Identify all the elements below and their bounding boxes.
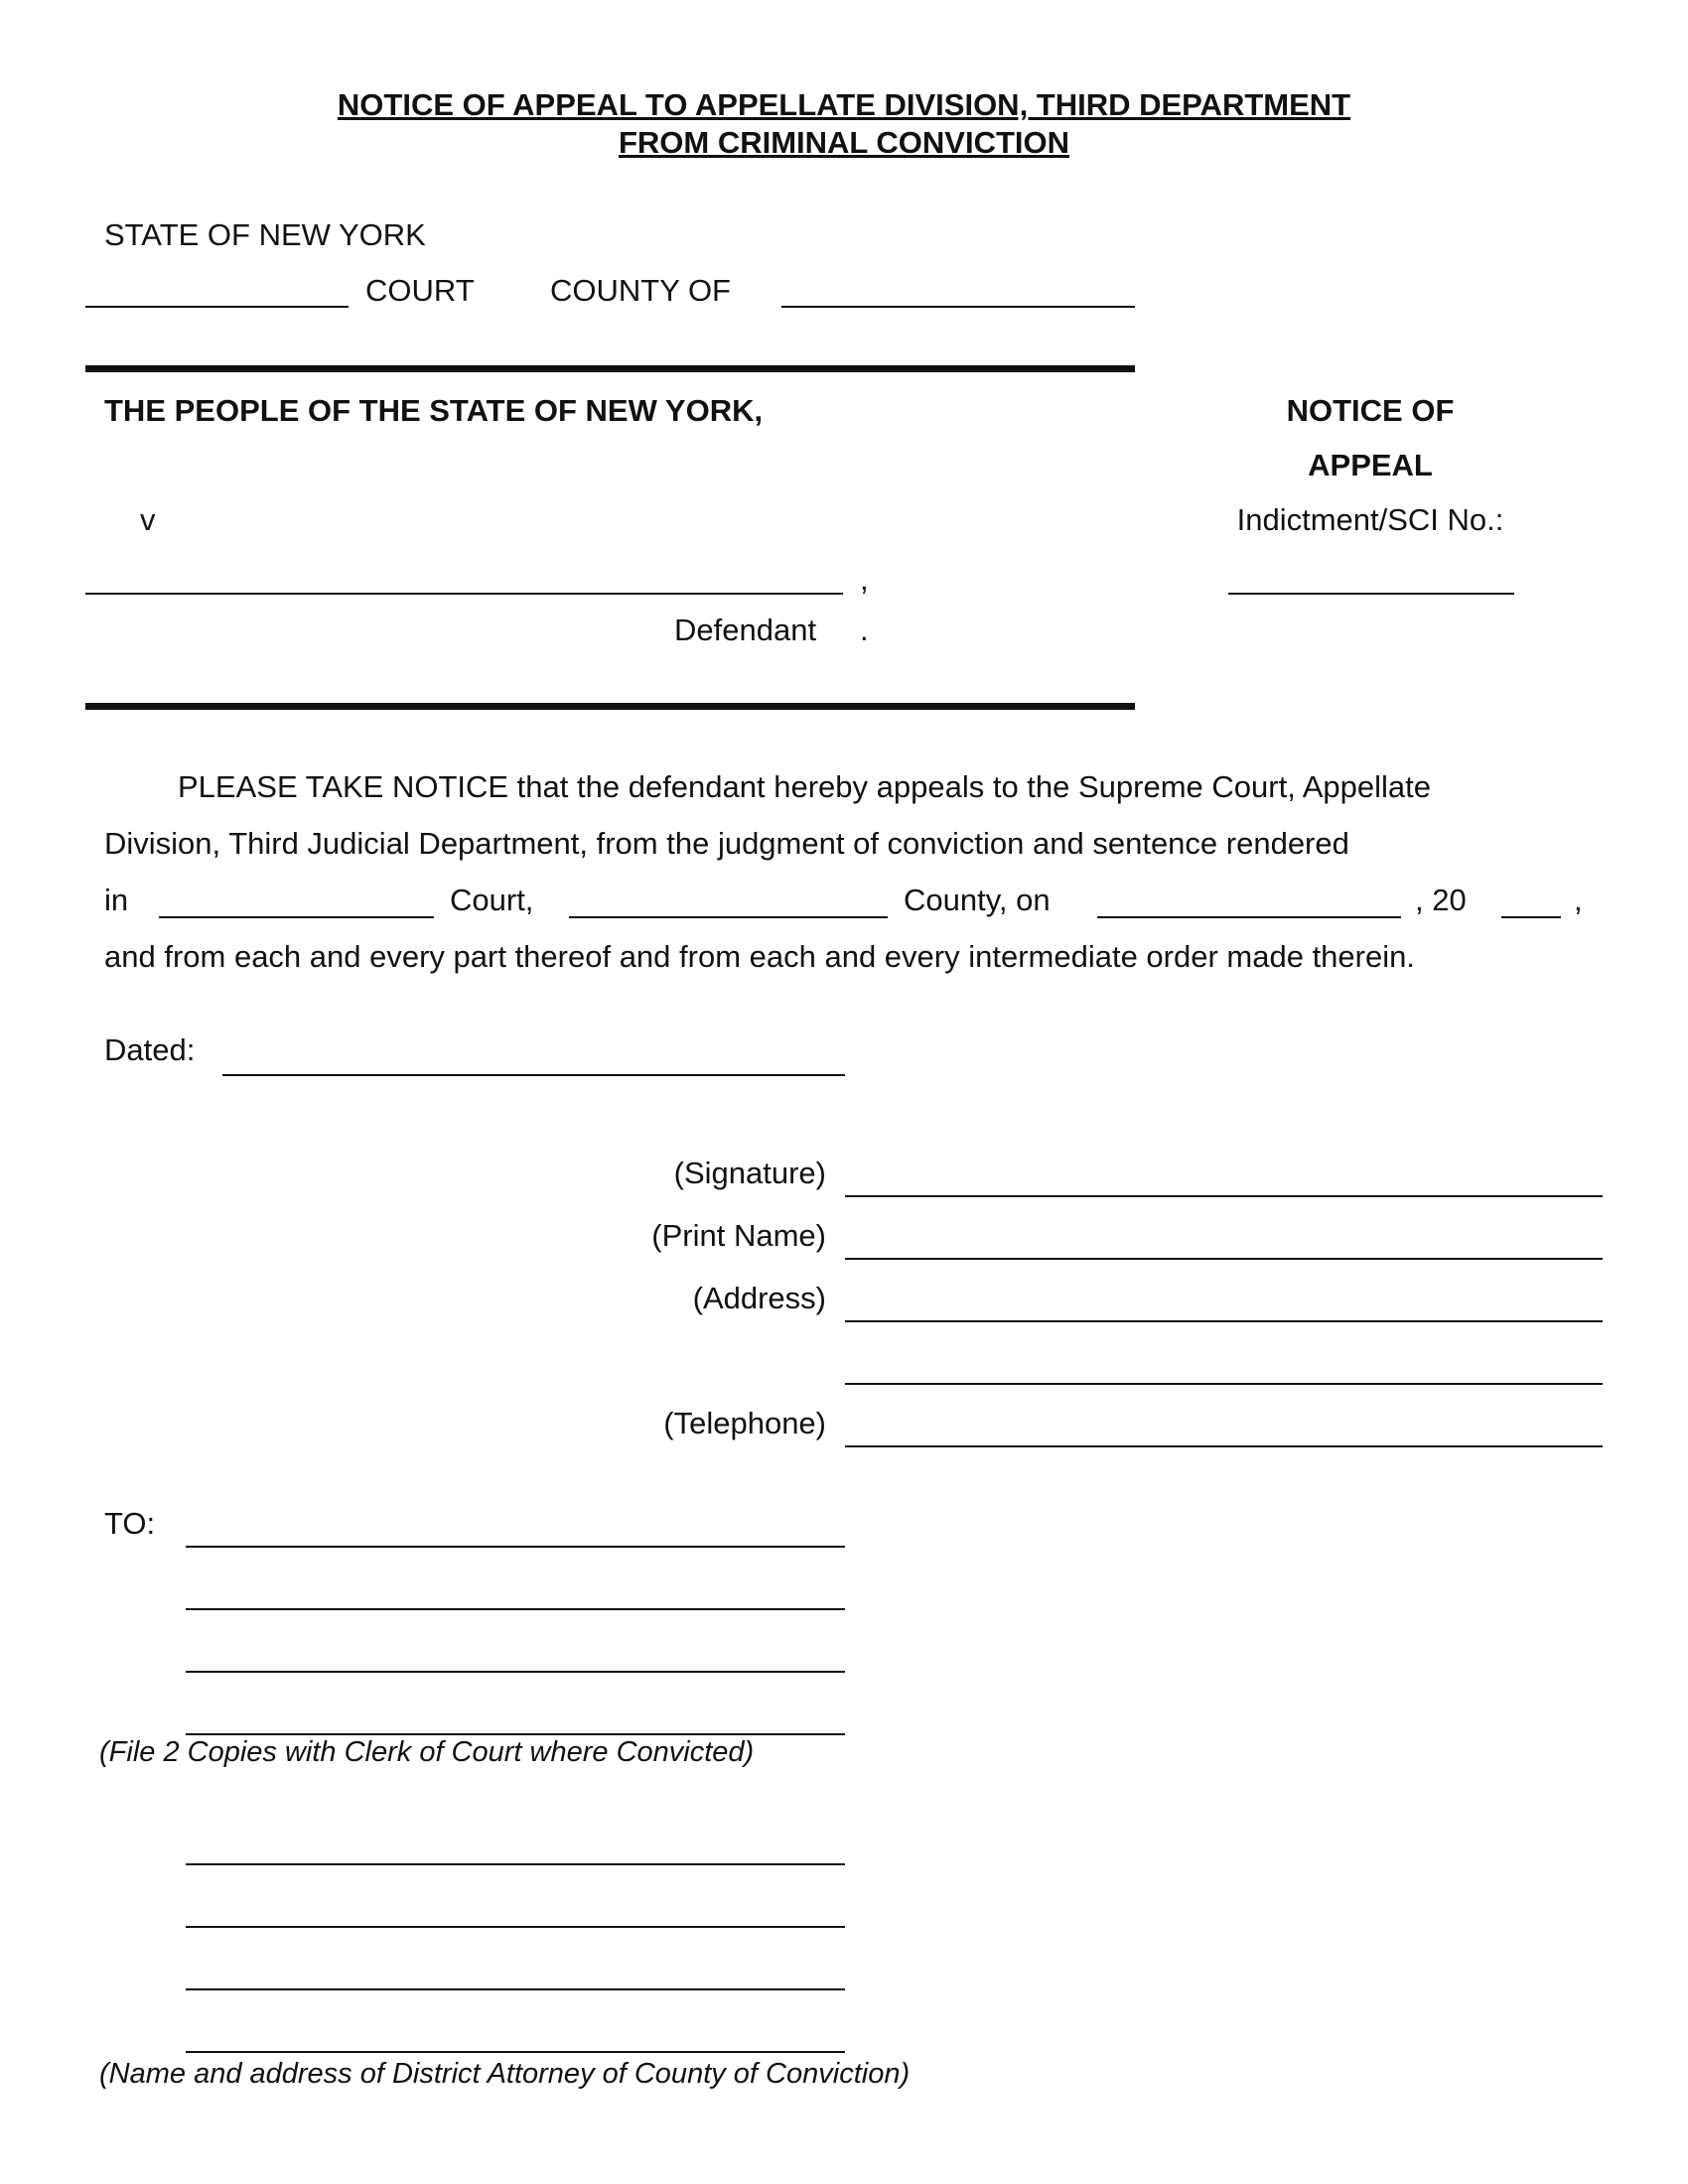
notice-of-heading: NOTICE OF (1286, 393, 1455, 428)
caption-bottom-rule (85, 703, 1135, 710)
defendant-name-field[interactable] (85, 593, 843, 595)
caption-top-rule (85, 365, 1135, 372)
court-name-field[interactable] (85, 306, 349, 308)
defendant-period: . (860, 613, 869, 647)
recipient-field-line-3[interactable] (186, 1671, 845, 1673)
telephone-label: (Telephone) (663, 1406, 826, 1440)
dated-label: Dated: (104, 1032, 196, 1067)
address-label: (Address) (692, 1281, 826, 1315)
year-prefix: , 20 (1415, 883, 1467, 917)
state-label: STATE OF NEW YORK (104, 217, 426, 252)
da-field-line-3[interactable] (186, 1988, 845, 1990)
recipient-field-line-4[interactable] (186, 1733, 845, 1735)
court-comma-label: Court, (450, 883, 534, 917)
defendant-comma: , (860, 562, 869, 597)
da-field-line-1[interactable] (186, 1863, 845, 1865)
conviction-date-field[interactable] (1097, 916, 1401, 918)
county-name-field[interactable] (781, 306, 1135, 308)
district-attorney-note: (Name and address of District Attorney of County of Conviction) (99, 2058, 911, 2090)
print-name-label: (Print Name) (651, 1218, 826, 1253)
people-caption: THE PEOPLE OF THE STATE OF NEW YORK, (104, 393, 764, 428)
recipient-field-line-2[interactable] (186, 1608, 845, 1610)
notice-paragraph-line-2: Division, Third Judicial Department, from the judgment of conviction and sentence rendered (104, 826, 1349, 861)
signature-field[interactable] (845, 1195, 1603, 1197)
to-label: TO: (104, 1506, 156, 1541)
conviction-year-field[interactable] (1501, 916, 1561, 918)
versus-label: v (140, 502, 156, 537)
county-on-label: County, on (904, 883, 1051, 917)
da-field-line-4[interactable] (186, 2051, 845, 2053)
dated-field[interactable] (222, 1074, 845, 1076)
notice-paragraph-line-1: PLEASE TAKE NOTICE that the defendant hereby appeals to the Supreme Court, Appellate (178, 769, 1431, 804)
recipient-field-line-1[interactable] (186, 1546, 845, 1548)
defendant-label: Defendant (674, 613, 817, 647)
notice-paragraph-line-4: and from each and every part thereof and from each and every intermediate order made therein. (104, 939, 1415, 974)
form-title-line-2: FROM CRIMINAL CONVICTION (618, 125, 1070, 160)
indictment-number-field[interactable] (1228, 593, 1514, 595)
appeal-heading: APPEAL (1308, 448, 1433, 482)
da-field-line-2[interactable] (186, 1926, 845, 1928)
conviction-county-field[interactable] (569, 916, 888, 918)
address-field-line-1[interactable] (845, 1320, 1603, 1322)
in-label: in (104, 883, 129, 917)
file-copies-note: (File 2 Copies with Clerk of Court where Convicted) (99, 1736, 755, 1768)
court-label: COURT (365, 273, 475, 308)
print-name-field[interactable] (845, 1258, 1603, 1260)
telephone-field[interactable] (845, 1445, 1603, 1447)
county-label: COUNTY OF (550, 273, 731, 308)
indictment-label: Indictment/SCI No.: (1236, 502, 1504, 537)
signature-label: (Signature) (673, 1156, 826, 1190)
form-title-line-1: NOTICE OF APPEAL TO APPELLATE DIVISION, THIRD DEPARTMENT (337, 87, 1351, 122)
address-field-line-2[interactable] (845, 1383, 1603, 1385)
conviction-court-field[interactable] (159, 916, 434, 918)
year-trailing-comma: , (1574, 883, 1583, 917)
